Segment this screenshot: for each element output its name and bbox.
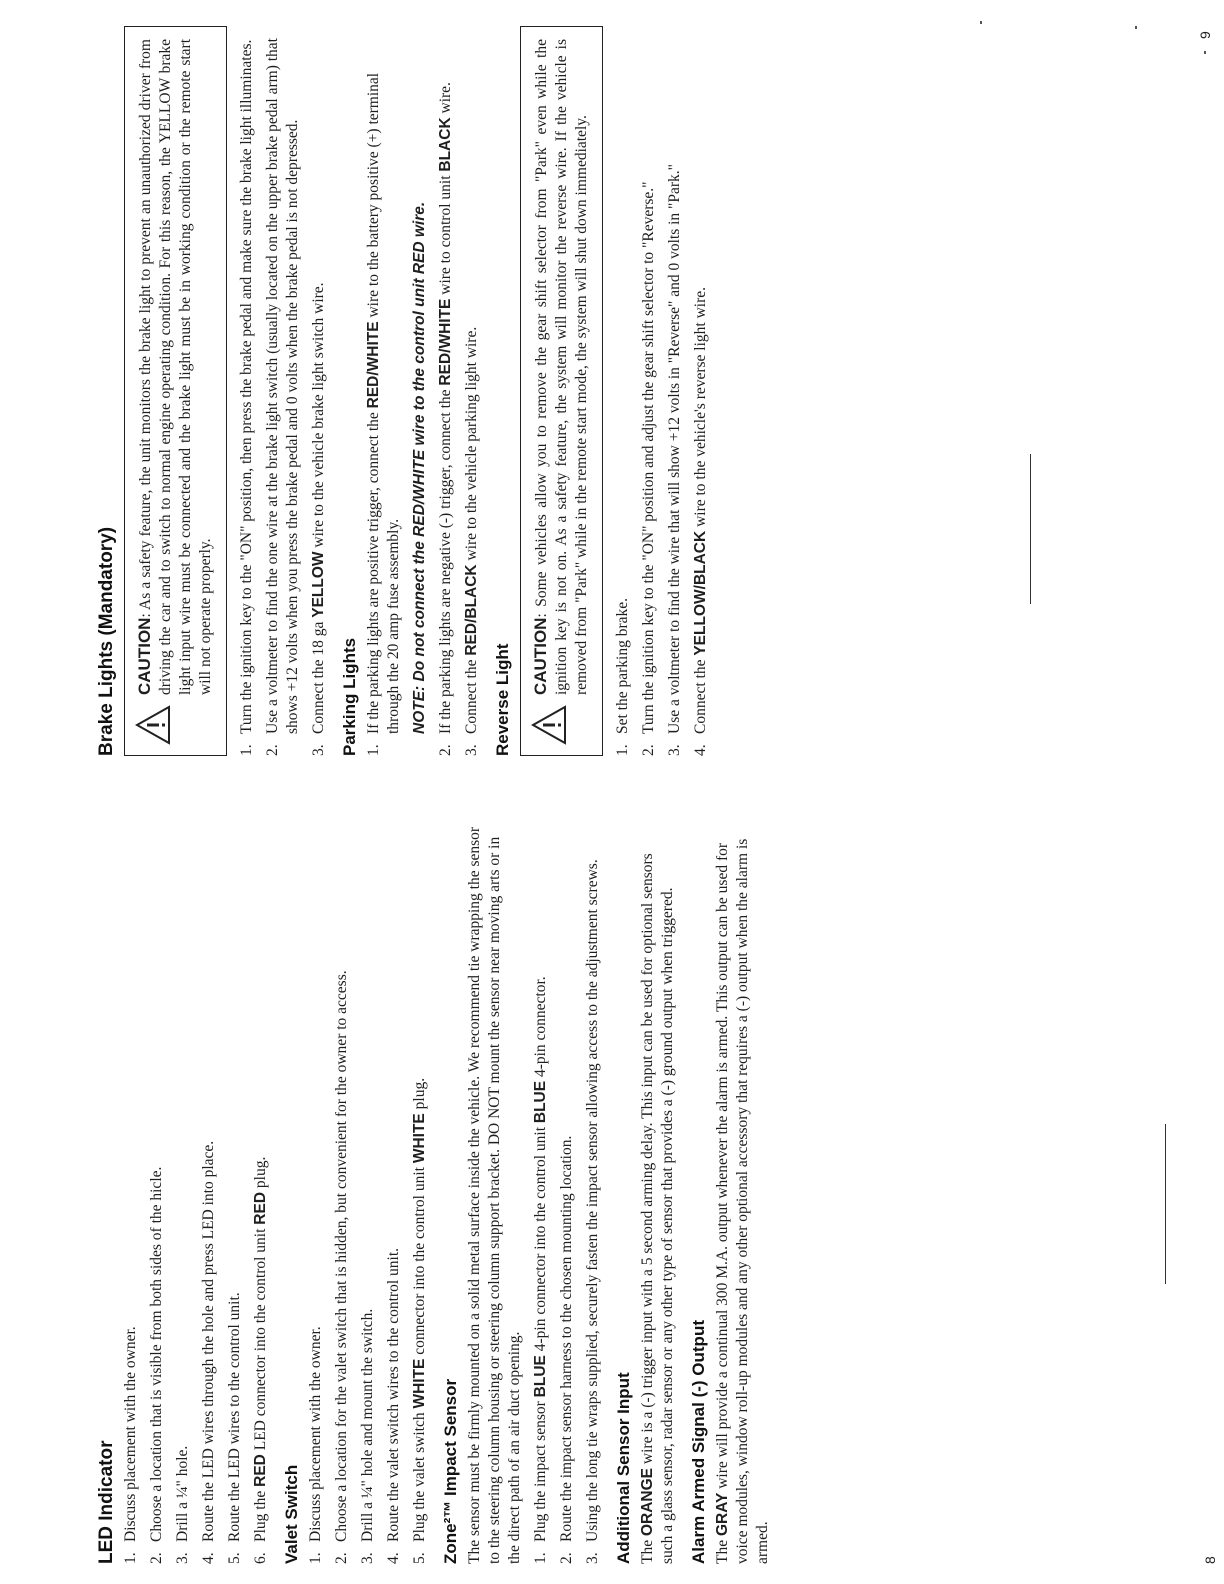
- step-text: Route the LED wires to the control unit.: [226, 1292, 243, 1542]
- wire-color-gray: GRAY: [714, 1492, 731, 1537]
- text-run: wire to control unit: [437, 171, 454, 299]
- impact-sensor-paragraph: The sensor must be firmly mounted on a solid metal surface inside the vehicle. We recommend tie wrapping the sensor to the steering column housing or steering column support bracket. DO NOT mount the sensor near moving arts or in the direct path of an air duct opening.: [466, 826, 523, 1564]
- text-run: Plug the valet switch: [411, 1408, 428, 1542]
- step-number: 3.: [174, 1552, 191, 1564]
- step-number: 3.: [584, 1552, 601, 1564]
- parking-lights-steps: [364, 26, 404, 756]
- text-run: If the parking lights are negative (-) trigger, connect the: [437, 385, 454, 734]
- step-number: 3.: [666, 744, 683, 756]
- text-run: : As a safety feature, the unit monitors the brake light to prevent an unauthorized driver from driving the car and to switch to normal engine operating condition. For this reason, the YELLOW brake light input wire must be connected and the brake light must be in working condition or the remote start will not operate properly.: [137, 39, 214, 695]
- text-run: The: [639, 1536, 656, 1564]
- brake-lights-heading: Brake Lights (Mandatory): [96, 526, 117, 756]
- step-number: 1.: [614, 744, 631, 756]
- wire-color-red-black: RED/BLACK: [463, 564, 480, 656]
- page-number-left: 8: [1202, 1556, 1218, 1564]
- alarm-armed-paragraph: [713, 824, 773, 1564]
- text-run: Plug the: [252, 1486, 269, 1542]
- parking-note: NOTE: Do not connect the RED/WHITE wire to the control unit RED wire.: [411, 201, 428, 734]
- list-item: [384, 824, 404, 1564]
- text-run: wire to the vehicle's reverse light wire.: [692, 286, 709, 531]
- brake-caution-box: [124, 26, 227, 756]
- text-run: wire to the battery positive (+) terminal through the 20 amp fuse assembly.: [365, 72, 402, 734]
- caution-label: CAUTION: [135, 617, 154, 695]
- step-number: 2.: [558, 1552, 575, 1564]
- text-run: LED connector into the control unit: [252, 1224, 269, 1455]
- additional-sensor-paragraph: [638, 824, 678, 1564]
- step-text: Route the LED wires through the hole and press LED into place.: [200, 1140, 217, 1542]
- list-item: [199, 824, 219, 1564]
- text-run: 4-pin connector.: [532, 976, 549, 1081]
- step-text: [462, 26, 482, 734]
- warning-triangle-icon: [135, 695, 216, 745]
- step-text: [410, 824, 430, 1542]
- right-page-column: [96, 26, 717, 756]
- step-text: Route the impact sensor harness to the chosen mounting location.: [558, 1135, 575, 1542]
- list-item: [436, 26, 456, 756]
- step-text: Discuss placement with the owner.: [307, 1326, 324, 1542]
- step-number: 3.: [310, 744, 327, 756]
- wire-color-red-white: RED/WHITE: [365, 321, 382, 409]
- wire-color-black: BLACK: [437, 117, 454, 172]
- step-number: 5.: [411, 1552, 428, 1564]
- impact-sensor-steps: [531, 824, 603, 1564]
- text-run: Connect the: [463, 655, 480, 734]
- wire-color-orange: ORANGE: [639, 1467, 656, 1537]
- parking-lights-heading: Parking Lights: [340, 637, 359, 756]
- step-text: Choose a location that is visible from both sides of the hicle.: [148, 1166, 165, 1542]
- step-number: 2.: [333, 1552, 350, 1564]
- wire-color-red: RED: [252, 1191, 269, 1225]
- step-text: [691, 26, 711, 734]
- step-number: 3.: [463, 744, 480, 756]
- step-text: Using the long tie wraps supplied, securely fasten the impact sensor allowing access to the adjustment screws.: [584, 859, 601, 1542]
- step-number: 2.: [264, 744, 281, 756]
- list-item: [462, 26, 482, 756]
- text-run: connector into the control unit: [411, 1163, 428, 1359]
- led-indicator-heading: LED Indicator: [96, 1440, 117, 1564]
- valet-switch-heading: Valet Switch: [282, 1464, 301, 1564]
- text-run: : Some vehicles allow you to remove the gear shift selector from "Park" even while the ignition key is not on. As a safety feature, the system will monitor the reverse wire. If the vehicle is removed from "Park" while in the remote start mode, the system will shut down immediately.: [533, 39, 590, 695]
- step-text: Drill a ¼" hole.: [174, 1445, 191, 1542]
- text-run: If the parking lights are positive trigger, connect the: [365, 408, 382, 734]
- step-number: 2.: [437, 744, 454, 756]
- additional-sensor-heading: Additional Sensor Input: [614, 1372, 633, 1564]
- step-text: [251, 824, 271, 1542]
- step-number: 4.: [692, 744, 709, 756]
- step-number: 4.: [200, 1552, 217, 1564]
- step-text: [309, 26, 329, 734]
- step-text: Turn the ignition key to the "ON" position, then press the brake pedal and make sure the brake light illuminates.: [238, 39, 255, 734]
- list-item: [364, 26, 404, 756]
- scan-speck: [1135, 26, 1137, 29]
- page-number-right: 9: [1197, 31, 1213, 39]
- caution-text: [531, 39, 592, 695]
- step-text: [364, 26, 404, 734]
- list-item: [639, 26, 659, 756]
- wire-color-yellow-black: YELLOW/BLACK: [692, 530, 709, 656]
- right-footer-rule: [1030, 454, 1031, 604]
- step-text: Discuss placement with the owner.: [122, 1326, 139, 1542]
- alarm-armed-heading: Alarm Armed Signal (-) Output: [689, 1320, 708, 1564]
- step-text: Turn the ignition key to the "ON" position and adjust the gear shift selector to "Reverse.": [640, 181, 657, 734]
- step-text: [531, 824, 551, 1542]
- list-item: [613, 26, 633, 756]
- step-number: 6.: [252, 1552, 269, 1564]
- step-number: 5.: [226, 1552, 243, 1564]
- list-item: [251, 824, 271, 1564]
- text-run: wire will provide a continual 300 M.A. output whenever the alarm is armed. This output can be used for voice modules, window roll-up modules and any other optional accessory that requires a (-) output when the alarm is armed.: [714, 838, 771, 1564]
- step-number: 3.: [359, 1552, 376, 1564]
- step-number: 2.: [148, 1552, 165, 1564]
- brake-lights-steps: [237, 26, 329, 756]
- list-item: [531, 824, 551, 1564]
- scan-speck: [980, 21, 982, 24]
- list-item: [306, 824, 326, 1564]
- step-text: Choose a location for the valet switch that is hidden, but convenient for the owner to access.: [333, 970, 350, 1542]
- list-item: [237, 26, 257, 756]
- valet-switch-steps: [306, 824, 430, 1564]
- wire-color-white: WHITE: [411, 1113, 428, 1164]
- wire-color-red-white: RED/WHITE: [437, 298, 454, 386]
- list-item: [121, 824, 141, 1564]
- step-number: 2.: [640, 744, 657, 756]
- step-text: Route the valet switch wires to the control unit.: [385, 1247, 402, 1542]
- reverse-light-steps: [613, 26, 711, 756]
- list-item: [173, 824, 193, 1564]
- text-run: plug.: [252, 1156, 269, 1192]
- wire-color-blue: BLUE: [532, 1355, 549, 1398]
- scan-speck: [1204, 51, 1206, 54]
- wire-color-red: RED: [252, 1454, 269, 1487]
- list-item: [309, 26, 329, 756]
- list-item: [332, 824, 352, 1564]
- caution-label: CAUTION: [531, 617, 550, 695]
- list-item: [225, 824, 245, 1564]
- list-item: [410, 824, 430, 1564]
- wire-color-white: WHITE: [411, 1358, 428, 1409]
- text-run: The: [714, 1536, 731, 1564]
- impact-sensor-heading: Zone²™ Impact Sensor: [441, 1378, 460, 1564]
- list-item: [557, 824, 577, 1564]
- step-number: 1.: [122, 1552, 139, 1564]
- text-run: wire.: [437, 82, 454, 118]
- left-page-column: [96, 824, 779, 1564]
- text-run: wire to the vehicle brake light switch wire.: [310, 282, 327, 552]
- text-run: Connect the 18 ga: [310, 617, 327, 734]
- reverse-light-heading: Reverse Light: [493, 643, 512, 756]
- step-text: Set the parking brake.: [614, 597, 631, 734]
- step-text: [436, 26, 456, 734]
- list-item: [665, 26, 685, 756]
- step-text: Drill a ¼" hole and mount the switch.: [359, 1308, 376, 1542]
- text-run: Plug the impact sensor: [532, 1397, 549, 1542]
- caution-text: [135, 39, 216, 695]
- step-number: 1.: [365, 744, 382, 756]
- list-item: [147, 824, 167, 1564]
- text-run: 4-pin connector into the control unit: [532, 1123, 549, 1356]
- step-number: 1.: [307, 1552, 324, 1564]
- step-number: 1.: [532, 1552, 549, 1564]
- step-text: Use a voltmeter to find the one wire at the brake light switch (usually located on the upper brake pedal arm) that shows +12 volts when you press the brake pedal and 0 volts when the brake pedal is not depressed.: [264, 38, 301, 734]
- step-number: 4.: [385, 1552, 402, 1564]
- reverse-caution-box: [520, 26, 603, 756]
- text-run: plug.: [411, 1077, 428, 1114]
- parking-lights-steps-continued: [436, 26, 482, 756]
- list-item: [263, 26, 303, 756]
- step-number: 1.: [238, 744, 255, 756]
- list-item: [691, 26, 711, 756]
- list-item: [358, 824, 378, 1564]
- text-run: wire is a (-) trigger input with a 5 second arming delay. This input can be used for optional sensors such a glass sensor, radar sensor or any other type of sensor that provides a (-) ground output when triggered.: [639, 853, 676, 1564]
- wire-color-yellow: YELLOW: [310, 551, 327, 618]
- left-footer-rule: [1165, 1124, 1166, 1284]
- text-run: wire to the vehicle parking light wire.: [463, 326, 480, 565]
- wire-color-blue: BLUE: [532, 1080, 549, 1124]
- step-text: Use a voltmeter to find the wire that will show +12 volts in "Reverse" and 0 volts in "Park.": [666, 163, 683, 734]
- list-item: [583, 824, 603, 1564]
- text-run: Connect the: [692, 655, 709, 734]
- led-indicator-steps: [121, 824, 271, 1564]
- warning-triangle-icon: [531, 695, 592, 745]
